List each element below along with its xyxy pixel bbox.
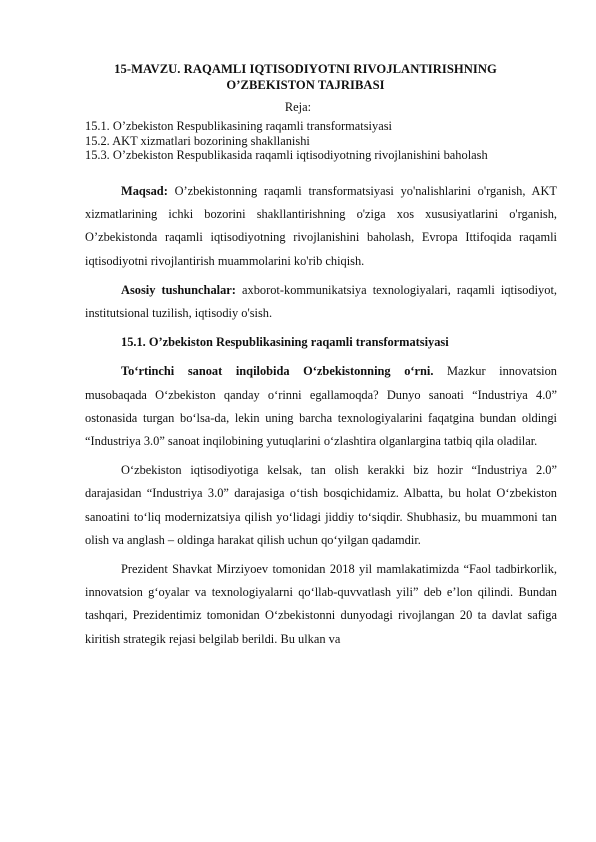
title-line-1: 15-MAVZU. RAQAMLI IQTISODIYOTNI RIVOJLANTIRISHNING (114, 62, 497, 76)
plan-item: 15.1. O’zbekiston Respublikasining raqamli transformatsiyasi (85, 119, 392, 133)
document-title (85, 61, 526, 93)
plan-item: 15.2. AKT xizmatlari bozorining shakllanishi (85, 133, 310, 148)
key-concepts-text: axborot-kommunikatsiya texnologiyalari, raqamli iqtisodiyot, institutsional tuzilish, iqtisodiy o'sish. (85, 282, 557, 321)
paragraph-industry (85, 360, 557, 453)
title-line-2: O’ZBEKISTON TAJRIBASI (226, 78, 385, 92)
plan-label: Reja: (284, 100, 312, 114)
document-body (85, 180, 557, 657)
plan-item: 15.3. O’zbekiston Respublikasida raqamli iqtisodiyotning rivojlanishini baholash (85, 148, 488, 163)
goal-label: Maqsad: (121, 184, 168, 198)
goal-text: O’zbekistonning raqamli transformatsiyasi yo'nalishlarini o'rganish, AKT xizmatlarining ichki bozorini shakllantirishning o'ziga xos xususiyatlarini o'rganish, O’zbekistonda raqamli iqtisodiyotning rivojlanishini baholash, Evropa Ittifoqida raqamli iqtisodiyotni rivojlantirish muammolarini ko'rib chiqish. (85, 184, 557, 268)
section-heading-text: 15.1. O’zbekiston Respublikasining raqamli transformatsiyasi (121, 335, 449, 350)
key-concepts-label: Asosiy tushunchalar: (121, 282, 236, 297)
section-heading (85, 331, 557, 354)
paragraph-economy: O‘zbekiston iqtisodiyotiga kelsak, tan olish kerakki biz hozir “Industriya 2.0” darajasidan “Industriya 3.0” darajasiga o‘tish bosqichidamiz. Albatta, bu holat O‘zbekiston sanoatini to‘liq modernizatsiya qilish yo‘lidagi jiddiy to‘siqdir. Shubhasiz, bu muammoni tan olish va anglash – oldinga harakat qilish uchun qo‘yilgan qadamdir. (85, 463, 557, 547)
paragraph-industry-text: Mazkur innovatsion musobaqada O‘zbekiston qanday o‘rinni egallamoqda? Dunyo sanoati “Industriya 4.0” ostonasida turgan bo‘lsa-da, lekin uning barcha texnologiyalarini faqatgina bundan oldingi “Industriya 3.0” sanoat inqilobining yutuqlarini o‘zlashtira olganlargina tatbiq qila oladilar. (85, 364, 557, 449)
goal-paragraph (85, 180, 557, 273)
key-concepts-paragraph (85, 279, 557, 325)
paragraph-industry-lead: To‘rtinchi sanoat inqilobida O‘zbekistonning o‘rni. (121, 364, 434, 379)
plan-list (85, 119, 565, 163)
paragraph-president: Prezident Shavkat Mirziyoev tomonidan 2018 yil mamlakatimizda “Faol tadbirkorlik, innovatsion g‘oyalar va texnologiyalarni qo‘llab-quvvatlash yili” deb e’lon qilindi. Bundan tashqari, Prezidentimiz tomonidan O‘zbekistonni dunyodagi rivojlangan 20 ta davlat safiga kiritish strategik rejasi belgilab berildi. Bu ulkan va (85, 562, 557, 646)
